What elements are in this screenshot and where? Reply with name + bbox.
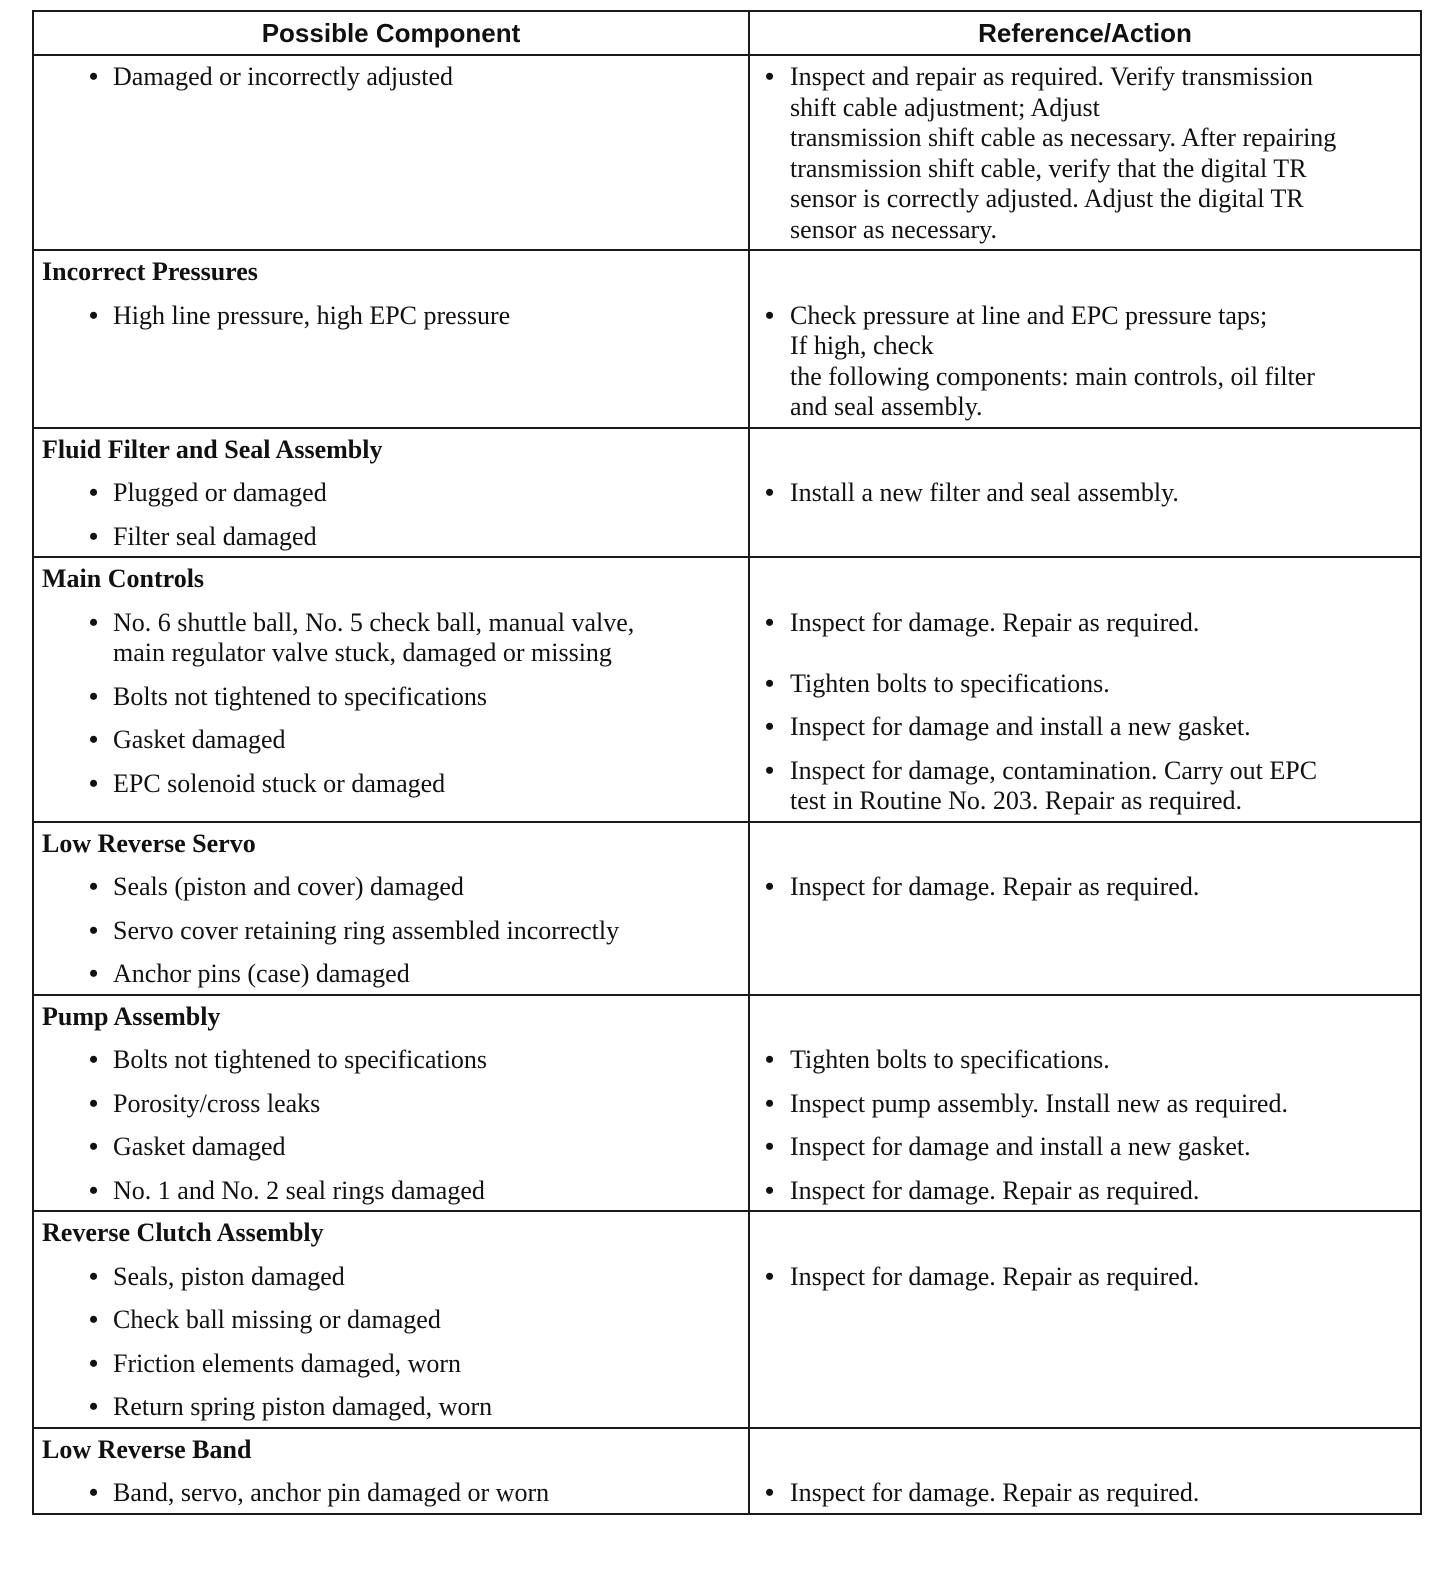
table-row: [33, 250, 1421, 428]
action-item: [758, 608, 1410, 639]
component-item: [42, 1262, 738, 1293]
component-item: [42, 725, 738, 756]
action-cell: [749, 557, 1421, 822]
bullet-icon: •: [765, 478, 775, 507]
bullet-icon: •: [765, 755, 775, 785]
bullet-icon: •: [89, 1175, 99, 1205]
component-text: High line pressure, high EPC pressure: [113, 300, 511, 330]
component-item: [42, 916, 738, 947]
bullet-icon: •: [89, 1261, 99, 1291]
group-title: Low Reverse Servo: [42, 828, 256, 858]
action-cell: [749, 995, 1421, 1212]
component-text: Return spring piston damaged, worn: [113, 1392, 493, 1421]
component-item: [42, 1045, 738, 1076]
component-cell: [33, 822, 749, 995]
component-cell: [33, 55, 749, 250]
component-item: [42, 301, 738, 332]
component-item: [42, 62, 738, 93]
bullet-icon: •: [89, 959, 99, 988]
component-text: Servo cover retaining ring assembled incorrectly: [113, 915, 620, 945]
component-text: Gasket damaged: [113, 1132, 286, 1161]
table-row: [33, 428, 1421, 558]
bullet-icon: •: [89, 521, 99, 551]
column-header-action: Reference/Action: [749, 11, 1421, 55]
table-body: [33, 55, 1421, 1514]
component-item: [42, 1392, 738, 1423]
bullet-icon: •: [765, 1261, 775, 1291]
bullet-icon: •: [89, 62, 99, 91]
component-cell: [33, 428, 749, 558]
action-cell: [749, 822, 1421, 995]
title-spacer: [758, 564, 1410, 595]
action-text: Inspect for damage. Repair as required.: [790, 1261, 1200, 1291]
component-item: [42, 1089, 738, 1120]
table-row: [33, 1211, 1421, 1428]
title-spacer: [758, 1002, 1410, 1033]
group-title: Reverse Clutch Assembly: [42, 1218, 324, 1247]
bullet-icon: •: [89, 1392, 99, 1421]
component-text: Plugged or damaged: [113, 478, 327, 507]
action-item: [758, 1478, 1410, 1509]
component-item: [42, 1305, 738, 1336]
title-spacer: [758, 257, 1410, 288]
action-cell: [749, 1428, 1421, 1514]
bullet-icon: •: [89, 681, 99, 711]
action-text: Inspect for damage. Repair as required.: [790, 607, 1200, 637]
component-item: [42, 959, 738, 990]
bullet-icon: •: [89, 1132, 99, 1161]
component-cell: [33, 557, 749, 822]
title-spacer: [758, 829, 1410, 860]
table-row: [33, 557, 1421, 822]
bullet-icon: •: [89, 300, 99, 330]
bullet-icon: •: [765, 872, 775, 901]
column-header-component: Possible Component: [33, 11, 749, 55]
group-title: Incorrect Pressures: [42, 257, 258, 286]
header-row: [33, 11, 1421, 55]
action-item: [758, 756, 1410, 817]
action-cell: [749, 1211, 1421, 1428]
bullet-icon: •: [765, 300, 775, 330]
action-text: Tighten bolts to specifications.: [790, 668, 1110, 698]
table-row: [33, 995, 1421, 1212]
action-text: Inspect for damage and install a new gasket.: [790, 1132, 1251, 1161]
action-item: [758, 1132, 1410, 1163]
component-text: Gasket damaged: [113, 725, 286, 754]
component-cell: [33, 995, 749, 1212]
action-item: [758, 1089, 1410, 1120]
component-text: Bolts not tightened to specifications: [113, 1045, 488, 1074]
diagnostic-table: [32, 10, 1422, 1515]
action-cell: [749, 250, 1421, 428]
component-text: Seals (piston and cover) damaged: [113, 872, 464, 901]
action-item: [758, 1262, 1410, 1293]
action-text: Inspect for damage. Repair as required.: [790, 1175, 1200, 1205]
title-spacer: [758, 1218, 1410, 1249]
title-spacer: [758, 435, 1410, 466]
bullet-icon: •: [765, 607, 775, 637]
bullet-icon: •: [89, 1305, 99, 1334]
action-cell: [749, 55, 1421, 250]
bullet-icon: •: [765, 1045, 775, 1074]
component-item: [42, 1478, 738, 1509]
component-text: Porosity/cross leaks: [113, 1088, 321, 1118]
group-title: Low Reverse Band: [42, 1434, 252, 1464]
bullet-icon: •: [89, 915, 99, 945]
bullet-icon: •: [765, 62, 775, 91]
component-item: [42, 1132, 738, 1163]
component-item: [42, 478, 738, 509]
component-item: [42, 872, 738, 903]
table-row: [33, 822, 1421, 995]
bullet-icon: •: [765, 1478, 775, 1507]
action-item: [758, 669, 1410, 700]
bullet-icon: •: [89, 872, 99, 901]
title-spacer: [758, 1435, 1410, 1466]
group-title: Fluid Filter and Seal Assembly: [42, 434, 383, 464]
component-text: Anchor pins (case) damaged: [113, 959, 410, 988]
group-title: Main Controls: [42, 564, 205, 593]
component-item: [42, 522, 738, 553]
bullet-icon: •: [89, 768, 99, 798]
action-text: Inspect for damage, contamination. Carry out EPC test in Routine No. 203. Repair as required.: [790, 755, 1318, 815]
action-item: [758, 872, 1410, 903]
action-text: Check pressure at line and EPC pressure taps; If high, check the following components: main controls, oil filter and seal assembly.: [790, 300, 1315, 421]
component-text: No. 1 and No. 2 seal rings damaged: [113, 1175, 485, 1205]
action-cell: [749, 428, 1421, 558]
component-text: Friction elements damaged, worn: [113, 1348, 462, 1378]
component-text: No. 6 shuttle ball, No. 5 check ball, manual valve, main regulator valve stuck, damaged or missing: [113, 607, 635, 667]
action-item: [758, 1045, 1410, 1076]
component-item: [42, 608, 738, 669]
action-item: [758, 1176, 1410, 1207]
component-item: [42, 1176, 738, 1207]
bullet-icon: •: [89, 1045, 99, 1074]
action-text: Inspect for damage. Repair as required.: [790, 1478, 1200, 1507]
bullet-icon: •: [765, 668, 775, 698]
action-text: Install a new filter and seal assembly.: [790, 478, 1179, 507]
action-text: Inspect for damage. Repair as required.: [790, 872, 1200, 901]
bullet-icon: •: [89, 478, 99, 507]
component-cell: [33, 1211, 749, 1428]
action-item: [758, 301, 1410, 423]
bullet-icon: •: [765, 1132, 775, 1161]
component-text: Band, servo, anchor pin damaged or worn: [113, 1478, 550, 1507]
bullet-icon: •: [765, 712, 775, 741]
bullet-icon: •: [765, 1088, 775, 1118]
action-text: Inspect pump assembly. Install new as required.: [790, 1088, 1288, 1118]
component-item: [42, 769, 738, 800]
component-text: Check ball missing or damaged: [113, 1305, 441, 1334]
group-title: Pump Assembly: [42, 1001, 221, 1031]
component-cell: [33, 250, 749, 428]
table-row: [33, 1428, 1421, 1514]
component-item: [42, 1349, 738, 1380]
component-text: Bolts not tightened to specifications: [113, 681, 488, 711]
component-text: Filter seal damaged: [113, 521, 317, 551]
action-item: [758, 712, 1410, 743]
action-text: Inspect and repair as required. Verify transmission shift cable adjustment; Adjust transmission shift cable as necessary. After repairing transmission shift cable, verify that the digital TR sensor is correctly adjusted. Adjust the digital TR sensor as necessary.: [790, 62, 1337, 244]
bullet-icon: •: [89, 1348, 99, 1378]
component-text: Damaged or incorrectly adjusted: [113, 62, 454, 91]
action-item: [758, 62, 1410, 245]
bullet-icon: •: [765, 1175, 775, 1205]
action-item: [758, 478, 1410, 509]
action-text: Tighten bolts to specifications.: [790, 1045, 1110, 1074]
component-text: Seals, piston damaged: [113, 1261, 345, 1291]
bullet-icon: •: [89, 1088, 99, 1118]
bullet-icon: •: [89, 1478, 99, 1507]
action-text: Inspect for damage and install a new gasket.: [790, 712, 1251, 741]
component-item: [42, 682, 738, 713]
table-row: [33, 55, 1421, 250]
bullet-icon: •: [89, 607, 99, 637]
component-text: EPC solenoid stuck or damaged: [113, 768, 446, 798]
bullet-icon: •: [89, 725, 99, 754]
component-cell: [33, 1428, 749, 1514]
